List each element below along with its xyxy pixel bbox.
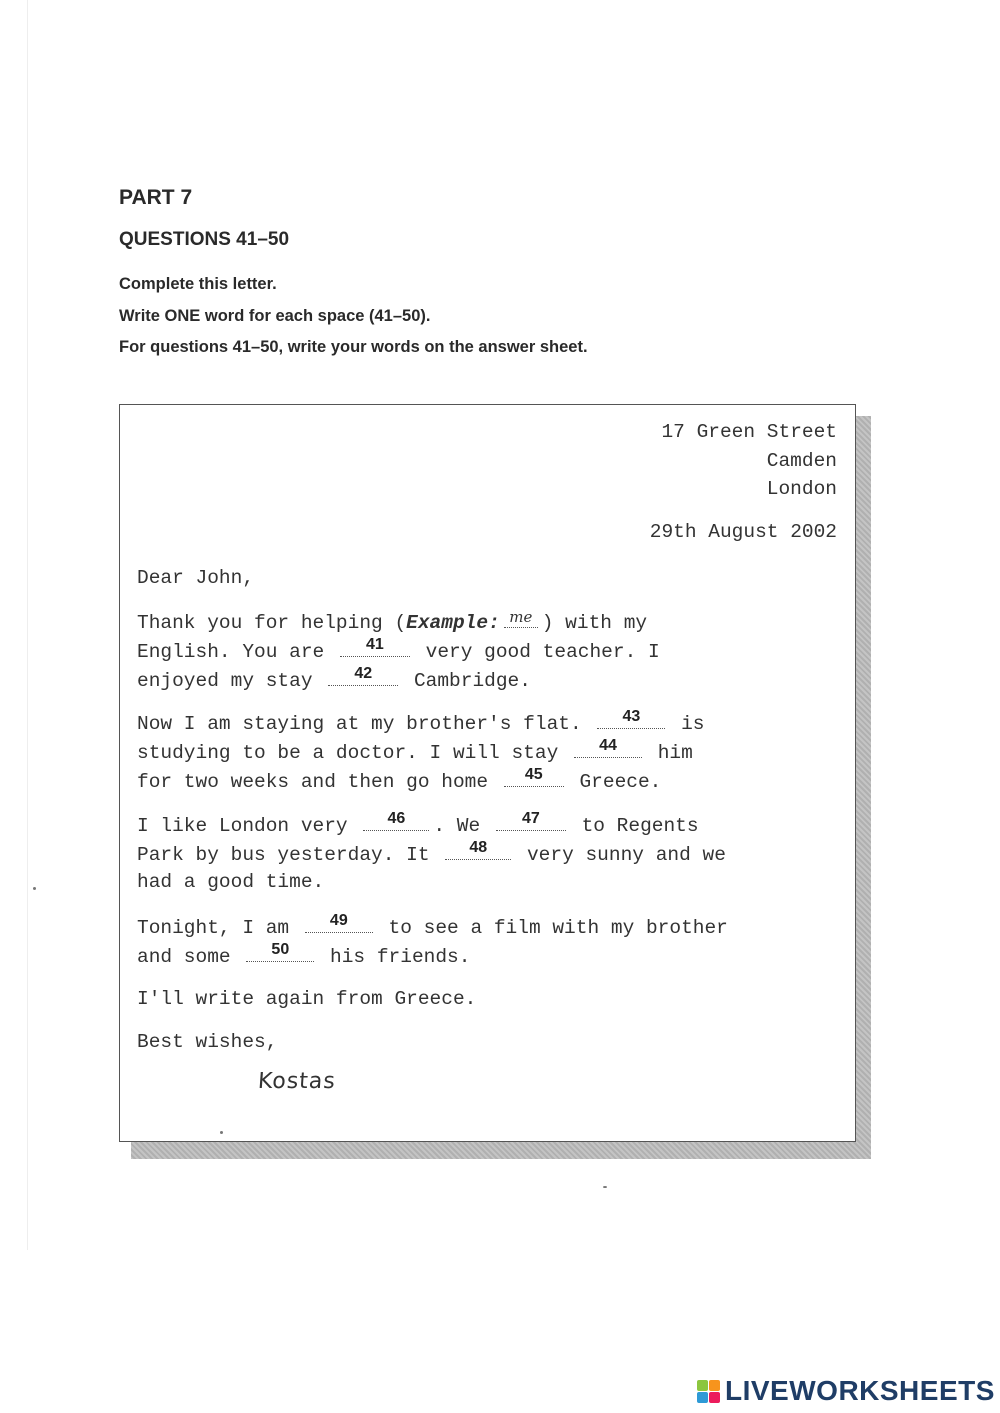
- gap-number: 45: [524, 766, 543, 783]
- letter-line: [137, 839, 726, 866]
- gap-50[interactable]: [246, 941, 314, 962]
- text-fragment: to Regents: [581, 815, 699, 837]
- text-fragment: studying to be a doctor. I will stay: [137, 742, 559, 764]
- address-line-1: 17 Green Street: [661, 421, 837, 443]
- example-answer: me: [509, 608, 533, 626]
- text-fragment: I like London very: [137, 815, 348, 837]
- instruction-1: Complete this letter.: [119, 275, 277, 293]
- gap-number: 42: [354, 665, 373, 682]
- text-fragment: very sunny and we: [526, 844, 726, 866]
- text-fragment: him: [657, 742, 693, 764]
- gap-44[interactable]: [574, 737, 642, 758]
- instruction-2: Write ONE word for each space (41–50).: [119, 307, 431, 325]
- gap-number: 44: [599, 737, 617, 754]
- text-fragment: English. You are: [137, 641, 325, 663]
- letter-line: [137, 737, 693, 764]
- signature: Kostas: [257, 1069, 337, 1094]
- letter-line: [137, 708, 705, 735]
- letter-line: [137, 941, 471, 968]
- address-line-2: Camden: [766, 450, 837, 472]
- gap-number: 46: [387, 810, 406, 827]
- example-label: Example:: [406, 612, 500, 634]
- gap-45[interactable]: [504, 766, 564, 787]
- scan-speck: [220, 1131, 223, 1134]
- gap-41[interactable]: [340, 636, 410, 657]
- text-fragment: for two weeks and then go home: [137, 771, 489, 793]
- gap-number: 47: [521, 810, 540, 827]
- scan-speck: [603, 1186, 607, 1188]
- logo-square: [709, 1380, 720, 1391]
- gap-number: 49: [329, 912, 348, 929]
- letter-box: [119, 404, 856, 1142]
- letter-line: [137, 636, 660, 663]
- letter-line: I'll write again from Greece.: [137, 988, 477, 1010]
- address-line-3: London: [766, 478, 837, 500]
- scan-edge: [27, 0, 28, 1250]
- logo-text: LIVEWORKSHEETS: [725, 1375, 995, 1406]
- text-fragment: his friends.: [330, 946, 471, 968]
- text-fragment: enjoyed my stay: [137, 670, 313, 692]
- letter-line: [137, 912, 728, 939]
- logo-grid-icon: [697, 1380, 720, 1403]
- text-fragment: Tonight, I am: [137, 917, 290, 939]
- gap-number: 50: [271, 941, 290, 958]
- greeting: Dear John,: [137, 567, 255, 589]
- instruction-3: For questions 41–50, write your words on the answer sheet.: [119, 338, 588, 356]
- text-fragment: is: [681, 713, 705, 735]
- part-title: PART 7: [119, 186, 193, 209]
- letter-line: [137, 665, 531, 692]
- questions-range: QUESTIONS 41–50: [119, 229, 290, 250]
- text-fragment: . We: [433, 815, 481, 837]
- letter-date: 29th August 2002: [649, 521, 837, 543]
- example-gap: [504, 610, 538, 628]
- text-fragment: Now I am staying at my brother's flat.: [137, 713, 582, 735]
- text-fragment: very good teacher. I: [425, 641, 660, 663]
- gap-47[interactable]: [496, 810, 566, 831]
- letter-line: had a good time.: [137, 871, 325, 893]
- closing: Best wishes,: [137, 1031, 278, 1053]
- gap-46[interactable]: [363, 810, 429, 831]
- text-fragment: and some: [137, 946, 231, 968]
- gap-number: 43: [622, 708, 641, 725]
- text-fragment: Thank you for helping (: [137, 612, 407, 634]
- text-fragment: Cambridge.: [413, 670, 531, 692]
- gap-48[interactable]: [445, 839, 511, 860]
- gap-number: 41: [366, 636, 384, 653]
- gap-49[interactable]: [305, 912, 373, 933]
- text-fragment: ) with my: [541, 612, 648, 634]
- scan-speck: [33, 887, 36, 890]
- gap-number: 48: [469, 839, 488, 856]
- text-fragment: Greece.: [579, 771, 662, 793]
- logo-square: [697, 1392, 708, 1403]
- gap-43[interactable]: [597, 708, 665, 729]
- gap-42[interactable]: [328, 665, 398, 686]
- letter-line: [137, 610, 647, 634]
- logo-square: [709, 1392, 720, 1403]
- liveworksheets-logo[interactable]: [697, 1374, 995, 1408]
- letter-line: [137, 766, 662, 793]
- logo-square: [697, 1380, 708, 1391]
- text-fragment: to see a film with my brother: [388, 917, 728, 939]
- letter-line: [137, 810, 699, 837]
- text-fragment: Park by bus yesterday. It: [137, 844, 430, 866]
